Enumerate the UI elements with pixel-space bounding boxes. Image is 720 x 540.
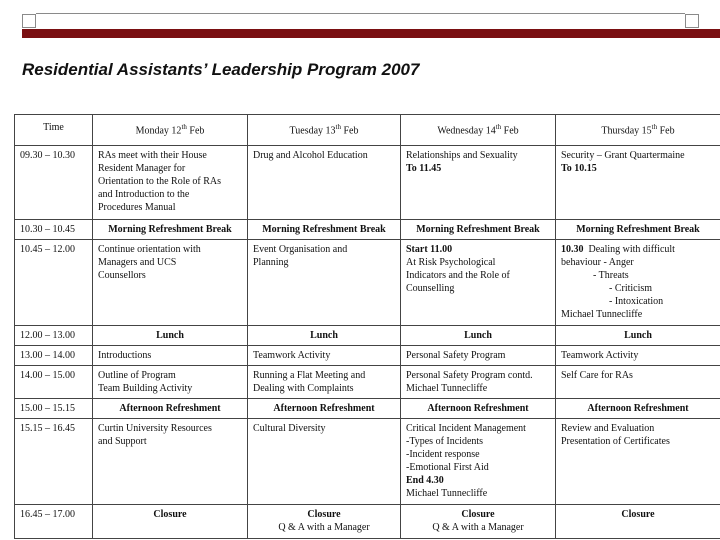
decor-square-left [22,14,36,28]
time-cell: 14.00 – 15.00 [15,366,93,399]
tuesday-cell: Closure Q & A with a Manager [248,505,401,539]
table-row [15,240,720,326]
time-cell: 10.45 – 12.00 [15,240,93,326]
table-row [15,326,720,346]
time-cell: 09.30 – 10.30 [15,146,93,220]
thursday-cell: Review and Evaluation Presentation of Certificates [556,419,720,505]
monday-cell: Closure [93,505,248,539]
header-monday: Monday 12th Feb [93,115,248,146]
time-cell: 10.30 – 10.45 [15,220,93,240]
table-row [15,419,720,505]
header-wednesday: Wednesday 14th Feb [401,115,556,146]
tuesday-cell: Morning Refreshment Break [248,220,401,240]
thursday-cell: Closure [556,505,720,539]
time-cell: 15.15 – 16.45 [15,419,93,505]
thursday-cell: 10.30 Dealing with difficult behaviour - Anger - Threats - Criticism - Intoxication Michael Tunnecliffe [556,240,720,326]
wednesday-cell: Closure Q & A with a Manager [401,505,556,539]
tuesday-cell: Lunch [248,326,401,346]
monday-cell: Outline of Program Team Building Activity [93,366,248,399]
schedule-table [14,114,720,539]
tuesday-cell: Drug and Alcohol Education [248,146,401,220]
monday-cell: Continue orientation with Managers and UCS Counsellors [93,240,248,326]
page-title: Residential Assistants’ Leadership Program 2007 [22,60,420,79]
time-cell: 16.45 – 17.00 [15,505,93,539]
decor-line [36,13,685,14]
monday-cell: Curtin University Resources and Support [93,419,248,505]
thursday-cell: Lunch [556,326,720,346]
wednesday-cell: Personal Safety Program [401,346,556,366]
header-thursday: Thursday 15th Feb [556,115,720,146]
monday-cell: RAs meet with their House Resident Manager for Orientation to the Role of RAs and Introduction to the Procedures Manual [93,146,248,220]
thursday-cell: Afternoon Refreshment [556,399,720,419]
table-row [15,399,720,419]
tuesday-cell: Afternoon Refreshment [248,399,401,419]
tuesday-cell: Event Organisation and Planning [248,240,401,326]
thursday-cell: Self Care for RAs [556,366,720,399]
wednesday-cell: Critical Incident Management -Types of Incidents -Incident response -Emotional First Aid End 4.30 Michael Tunnecliffe [401,419,556,505]
decor-red-bar [22,29,720,38]
table-row [15,220,720,240]
monday-cell: Introductions [93,346,248,366]
header-tuesday: Tuesday 13th Feb [248,115,401,146]
decor-square-right [685,14,699,28]
thursday-cell: Morning Refreshment Break [556,220,720,240]
time-cell: 12.00 – 13.00 [15,326,93,346]
monday-cell: Morning Refreshment Break [93,220,248,240]
header-time: Time [15,115,93,146]
thursday-cell: Teamwork Activity [556,346,720,366]
wednesday-cell: Lunch [401,326,556,346]
wednesday-cell: Morning Refreshment Break [401,220,556,240]
monday-cell: Afternoon Refreshment [93,399,248,419]
wednesday-cell: Afternoon Refreshment [401,399,556,419]
time-cell: 15.00 – 15.15 [15,399,93,419]
header-row [15,115,720,146]
tuesday-cell: Running a Flat Meeting and Dealing with Complaints [248,366,401,399]
thursday-cell: Security – Grant Quartermaine To 10.15 [556,146,720,220]
time-cell: 13.00 – 14.00 [15,346,93,366]
top-decoration [22,0,720,40]
table-row [15,505,720,539]
table-row [15,346,720,366]
wednesday-cell: Personal Safety Program contd. Michael Tunnecliffe [401,366,556,399]
tuesday-cell: Teamwork Activity [248,346,401,366]
wednesday-cell: Relationships and Sexuality To 11.45 [401,146,556,220]
monday-cell: Lunch [93,326,248,346]
table-row [15,146,720,220]
table-row [15,366,720,399]
wednesday-cell: Start 11.00 At Risk Psychological Indicators and the Role of Counselling [401,240,556,326]
tuesday-cell: Cultural Diversity [248,419,401,505]
